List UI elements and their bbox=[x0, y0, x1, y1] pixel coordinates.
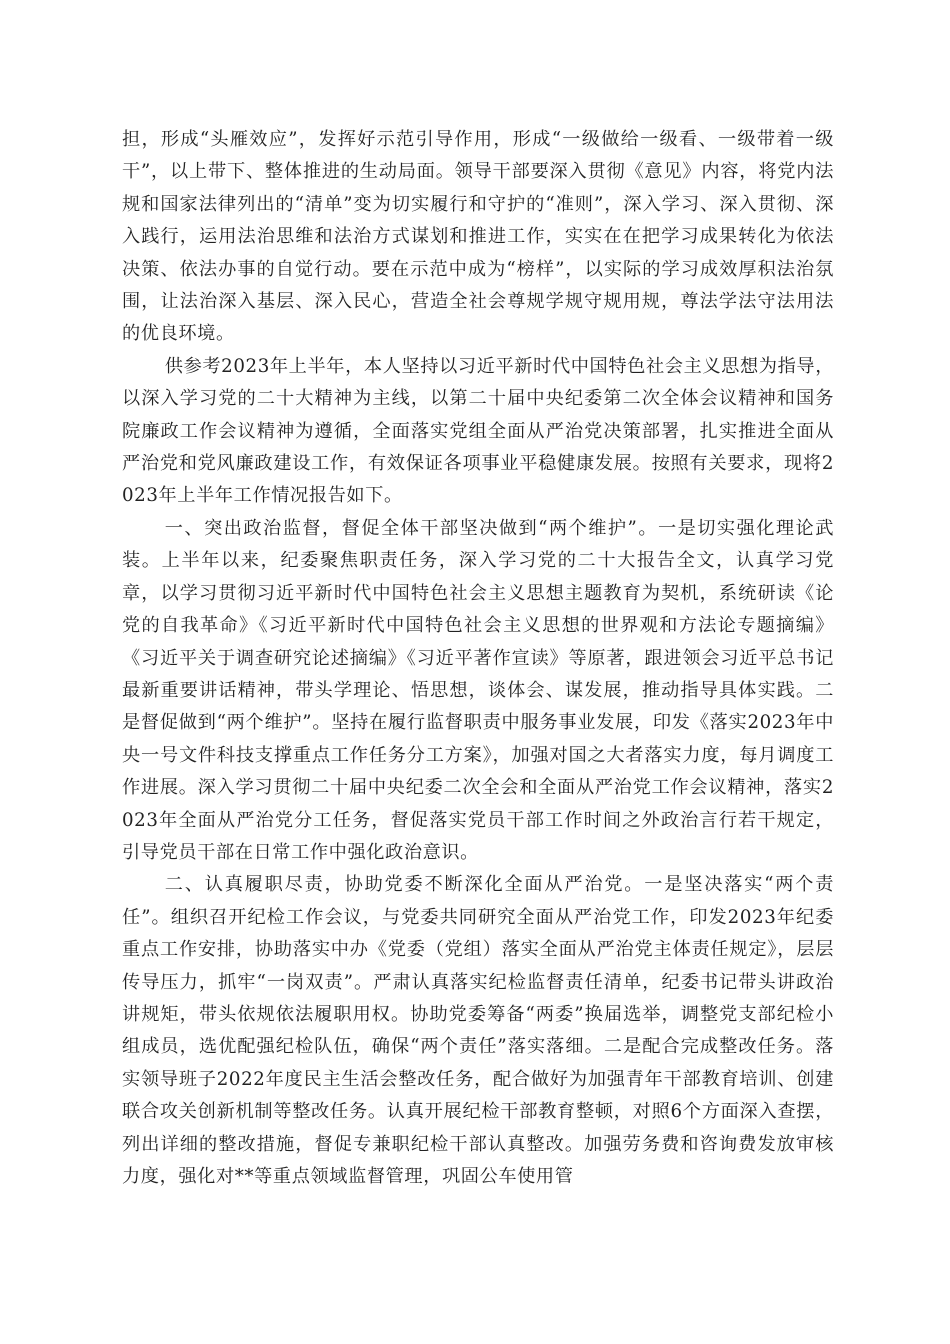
paragraph-continuation: 担，形成“头雁效应”，发挥好示范引导作用，形成“一级做给一级看、一级带着一级干”，以上带下、整体推进的生动局面。领导干部要深入贯彻《意见》内容，将党内法规和国家法律列出的“清单”变为切实履行和守护的“准则”，深入学习、深入贯彻、深入践行，运用法治思维和法治方式谋划和推进工作，实实在在把学习成果转化为依法决策、依法办事的自觉行动。要在示范中成为“榜样”，以实际的学习成效厚积法治氛围，让法治深入基层、深入民心，营造全社会尊规学规守规用规，尊法学法守法用法的优良环境。 bbox=[122, 129, 834, 345]
document-body bbox=[122, 124, 834, 1193]
paragraph-section-one: 一、突出政治监督，督促全体干部坚决做到“两个维护”。一是切实强化理论武装。上半年以来，纪委聚焦职责任务，深入学习党的二十大报告全文，认真学习党章，以学习贯彻习近平新时代中国特色社会主义思想主题教育为契机，系统研读《论党的自我革命》《习近平新时代中国特色社会主义思想的世界观和方法论专题摘编》《习近平关于调查研究论述摘编》《习近平著作宣读》等原著，跟进领会习近平总书记最新重要讲话精神，带头学理论、悟思想，谈体会、谋发展，推动指导具体实践。二是督促做到“两个维护”。坚持在履行监督职责中服务事业发展，印发《落实2023年中央一号文件科技支撑重点工作任务分工方案》，加强对国之大者落实力度，每月调度工作进展。深入学习贯彻二十届中央纪委二次全会和全面从严治党工作会议精神，落实2023年全面从严治党分工任务，督促落实党员干部工作时间之外政治言行若干规定，引导党员干部在日常工作中强化政治意识。 bbox=[122, 517, 834, 863]
paragraph-summary: 供参考2023年上半年，本人坚持以习近平新时代中国特色社会主义思想为指导，以深入学习党的二十大精神为主线，以第二十届中央纪委第二次全体会议精神和国务院廉政工作会议精神为遵循，全面落实党组全面从严治党决策部署，扎实推进全面从严治党和党风廉政建设工作，有效保证各项事业平稳健康发展。按照有关要求，现将2023年上半年工作情况报告如下。 bbox=[122, 355, 834, 507]
paragraph-section-two: 二、认真履职尽责，协助党委不断深化全面从严治党。一是坚决落实“两个责任”。组织召开纪检工作会议，与党委共同研究全面从严治党工作，印发2023年纪委重点工作安排，协助落实中办《党委（党组）落实全面从严治党主体责任规定》，层层传导压力，抓牢“一岗双责”。严肃认真落实纪检监督责任清单，纪委书记带头讲政治讲规矩，带头依规依法履职用权。协助党委筹备“两委”换届选举，调整党支部纪检小组成员，选优配强纪检队伍，确保“两个责任”落实落细。二是配合完成整改任务。落实领导班子2022年度民主生活会整改任务，配合做好为加强青年干部教育培训、创建联合攻关创新机制等整改任务。认真开展纪检干部教育整顿，对照6个方面深入查摆，列出详细的整改措施，督促专兼职纪检干部认真整改。加强劳务费和咨询费发放审核力度，强化对**等重点领域监督管理，巩固公车使用管 bbox=[122, 874, 834, 1187]
